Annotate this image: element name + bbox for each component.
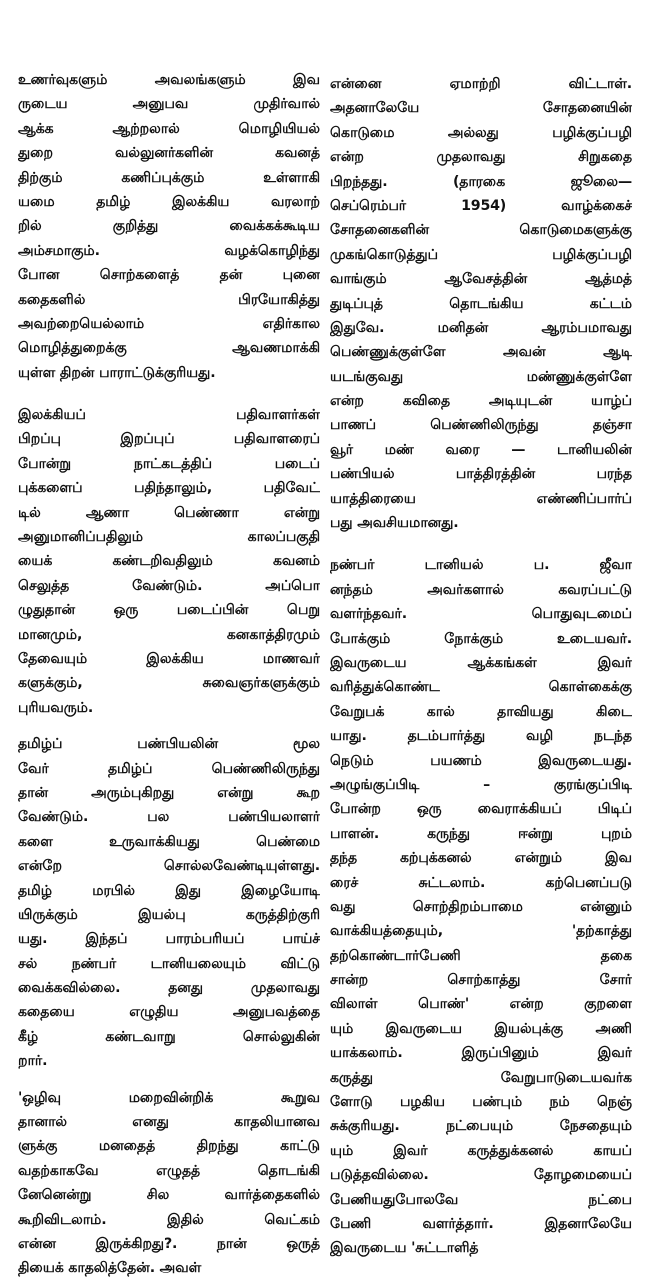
text-line: ழுதுதான் ஒரு படைப்பின் பெறு (18, 602, 320, 619)
text-line: இவருடைய ஆக்கங்கள் இவர் (330, 654, 632, 671)
text-line: கதையை எழுதிய அனுபவத்தை (18, 1004, 320, 1021)
paragraph (330, 553, 632, 1260)
text-line: சோதனைகளின் கொடுமைகளுக்கு (330, 222, 632, 239)
text-line: வாங்கும் ஆவேசத்தின் ஆத்மத் (330, 271, 632, 288)
text-line: வூர் மண் வரை — டானியலின் (330, 441, 632, 458)
text-line: யடங்குவது மண்ணுக்குள்ளே (330, 368, 632, 385)
text-line: என்ன இருக்கிறது?. நான் ஒருத் (18, 1235, 320, 1252)
text-line: தேவையும் இலக்கிய மாணவர் (18, 650, 320, 667)
text-line: 'ஒழிவு மறைவின்றிக் கூறுவ (18, 1089, 320, 1106)
text-line: வேறுபக் கால் தாவியது கிடை (330, 703, 632, 720)
text-line: வரித்துக்கொண்ட கொள்கைக்கு (330, 679, 632, 696)
text-line: றில் குறித்து வைக்கக்கூடிய (18, 218, 320, 235)
text-line: உணர்வுகளும் அவலங்களும் இவ (18, 72, 320, 88)
text-line: தந்த கற்புக்கனல் என்றும் இவ (330, 850, 632, 867)
text-line: திற்கும் கணிப்புக்கும் உள்ளாகி (18, 169, 320, 186)
paragraph-gap (18, 385, 320, 403)
text-line: தான் அரும்புகிறது என்று கூற (18, 784, 320, 801)
paragraph (330, 72, 632, 535)
text-line: அவற்றையெல்லாம் எதிர்கால (18, 315, 320, 332)
text-line: புரியவரும். (18, 699, 94, 716)
text-line: என்ற கவிதை அடியுடன் யாழ்ப் (330, 393, 632, 410)
text-line: துறை வல்லுனர்களின் கவனத் (18, 145, 320, 162)
text-line: சுக்குரியது. நட்பையும் நேசதையும் (330, 1118, 632, 1135)
text-line: போன்ற ஒரு வைராக்கியப் பிடிப் (330, 801, 632, 818)
text-line: யாக்கலாம். இருப்பினும் இவர் (330, 1045, 632, 1062)
text-line: தியைக் காதலித்தேன். அவள் (18, 1260, 202, 1277)
text-line: ருடைய அனுபவ முதிர்வால் (18, 96, 320, 113)
text-line: பண்பியல் பாத்திரத்தின் பரந்த (330, 466, 632, 483)
text-line: மொழித்துறைக்கு ஆவணமாக்கி (18, 340, 320, 357)
text-line: நெடும் பயணம் இவருடையது. (330, 752, 632, 769)
text-line: அனுமானிப்பதிலும் காலப்பகுதி (18, 529, 320, 546)
paragraph (18, 1086, 320, 1281)
text-line: கருத்து வேறுபாடுடையவர்க (330, 1069, 632, 1086)
text-line: பாணப் பெண்ணிலிருந்து தஞ்சா (330, 417, 632, 434)
paragraph-gap (18, 720, 320, 732)
text-line: யைக் கண்டறிவதிலும் கவனம் (18, 553, 320, 570)
text-line: பெண்ணுக்குள்ளே அவன் ஆடி (330, 344, 632, 361)
text-line: தானால் எனது காதலியானவ (18, 1114, 320, 1131)
text-line: ரைச் சுட்டலாம். கற்பெனப்படு (330, 874, 632, 891)
text-line: னேனென்று சில வார்த்தைகளில் (18, 1187, 320, 1204)
text-line: பிறந்தது. (தாரகை ஜூலை— (330, 173, 632, 190)
text-line: வேர் தமிழ்ப் பெண்ணிலிருந்து (18, 760, 320, 777)
text-line: வாக்கியத்தையும், 'தற்காத்து (330, 923, 632, 940)
text-line: பது அவசியமானது. (330, 515, 459, 532)
text-line: பாளன். கருந்து ஈன்று புறம் (330, 825, 632, 842)
text-line: யும் இவருடைய இயல்புக்கு அணி (330, 1020, 632, 1037)
text-line: மானமும், கனகாத்திரமும் (18, 626, 320, 643)
text-line: யாத்திரையை எண்ணிப்பார்ப் (330, 490, 632, 507)
text-line: வதற்காகவே எழுதத் தொடங்கி (18, 1162, 320, 1179)
text-line: ளோடு பழகிய பண்பும் நம் நெஞ் (330, 1094, 632, 1111)
text-line: பேணியதுபோலவே நட்பை (330, 1191, 632, 1208)
text-line: கூறிவிடலாம். இதில் வெட்கம் (18, 1211, 320, 1228)
text-line: முகங்கொடுத்துப் பழிக்குப்பழி (330, 246, 632, 263)
text-line: யுள்ள திறன் பாராட்டுக்குரியது. (18, 364, 216, 381)
text-line: புக்களைப் பதிந்தாலும், பதிவேட் (18, 480, 320, 497)
text-line: ஆக்க ஆற்றலால் மொழியியல் (18, 120, 320, 137)
text-line: சான்ற சொற்காத்து சோர் (330, 972, 632, 989)
text-line: களுக்கும், சுவைஞர்களுக்கும் (18, 675, 320, 692)
text-line: களை உருவாக்கியது பெண்மை (18, 833, 320, 850)
text-line: போன்று நாட்கடத்திப் படைப் (18, 455, 320, 472)
text-line: செப்ரெம்பர் 1954) வாழ்க்கைச் (330, 197, 632, 214)
text-line: துடிப்புத் தொடங்கிய கட்டம் (330, 295, 632, 312)
text-line: இலக்கியப் பதிவாளர்கள் (18, 407, 320, 424)
text-line: பேணி வளர்த்தார். இதனாலேயே (330, 1215, 632, 1232)
left-text-column (18, 68, 320, 1281)
text-line: கொடுமை அல்லது பழிக்குப்பழி (330, 124, 632, 141)
text-line: கீழ் கண்டவாறு சொல்லுகின் (18, 1028, 320, 1045)
text-line: இவருடைய 'சுட்டாளித் (330, 1240, 479, 1257)
text-line: என்றே சொல்லவேண்டியுள்ளது. (18, 858, 320, 875)
text-line: அம்சமாகும். வழக்கொழிந்து (18, 242, 320, 259)
paragraph-gap (18, 1074, 320, 1086)
text-line: சல் நண்பர் டானியலையும் விட்டு (18, 955, 320, 972)
text-line: டில் ஆணா பெண்ணா என்று (18, 504, 320, 521)
paragraph-gap (330, 535, 632, 553)
text-line: பிறப்பு இறப்புப் பதிவாளரைப் (18, 431, 320, 448)
paragraph (18, 68, 320, 385)
text-line: வது சொற்திறம்பாமை என்னும் (330, 898, 632, 915)
text-line: கதைகளில் பிரயோகித்து (18, 291, 320, 308)
paragraph (18, 732, 320, 1073)
text-line: வேண்டும். பல பண்பியலாளர் (18, 809, 320, 826)
text-line: நண்பர் டானியல் ப. ஜீவா (330, 557, 632, 574)
text-line: விலாள் பொண்' என்ற குறளை (330, 996, 632, 1013)
right-text-column (330, 72, 632, 1261)
text-line: என்ற முதலாவது சிறுகதை (330, 149, 632, 166)
text-line: யது. இந்தப் பாரம்பரியப் பாய்ச் (18, 931, 320, 948)
text-line: தமிழ் மரபில் இது இழையோடி (18, 882, 320, 899)
text-line: இதுவே. மனிதன் ஆரம்பமாவது (330, 319, 632, 336)
text-line: யும் இவர் கருத்துக்கனல் காயப் (330, 1142, 632, 1159)
text-line: படுத்தவில்லை. தோழமையைப் (330, 1167, 632, 1184)
text-line: னந்தம் அவர்களால் கவரப்பட்டு (330, 581, 632, 598)
text-line: யமை தமிழ் இலக்கிய வரலாற் (18, 193, 320, 210)
text-line: தற்கொண்டார்பேணி தகை (330, 947, 632, 964)
text-line: றார். (18, 1053, 48, 1070)
text-line: போக்கும் நோக்கும் உடையவர். (330, 630, 632, 647)
text-line: தமிழ்ப் பண்பியலின் மூல (18, 736, 320, 753)
text-line: வைக்கவில்லை. தனது முதலாவது (18, 980, 320, 997)
text-line: அதனாலேயே சோதனையின் (330, 100, 632, 117)
text-line: அழுங்குப்பிடி – குரங்குப்பிடி (330, 776, 632, 793)
text-line: யிருக்கும் இயல்பு கருத்திற்குரி (18, 906, 320, 923)
paragraph (18, 403, 320, 720)
text-line: செலுத்த வேண்டும். அப்பொ (18, 577, 320, 594)
text-line: என்னை ஏமாற்றி விட்டாள். (330, 76, 632, 92)
text-line: போன சொற்களைத் தன் புனை (18, 267, 320, 284)
text-line: வளர்ந்தவர். பொதுவுடமைப் (330, 606, 632, 623)
text-line: ளுக்கு மனதைத் திறந்து காட்டு (18, 1138, 320, 1155)
text-line: யாது. தடம்பார்த்து வழி நடந்த (330, 728, 632, 745)
